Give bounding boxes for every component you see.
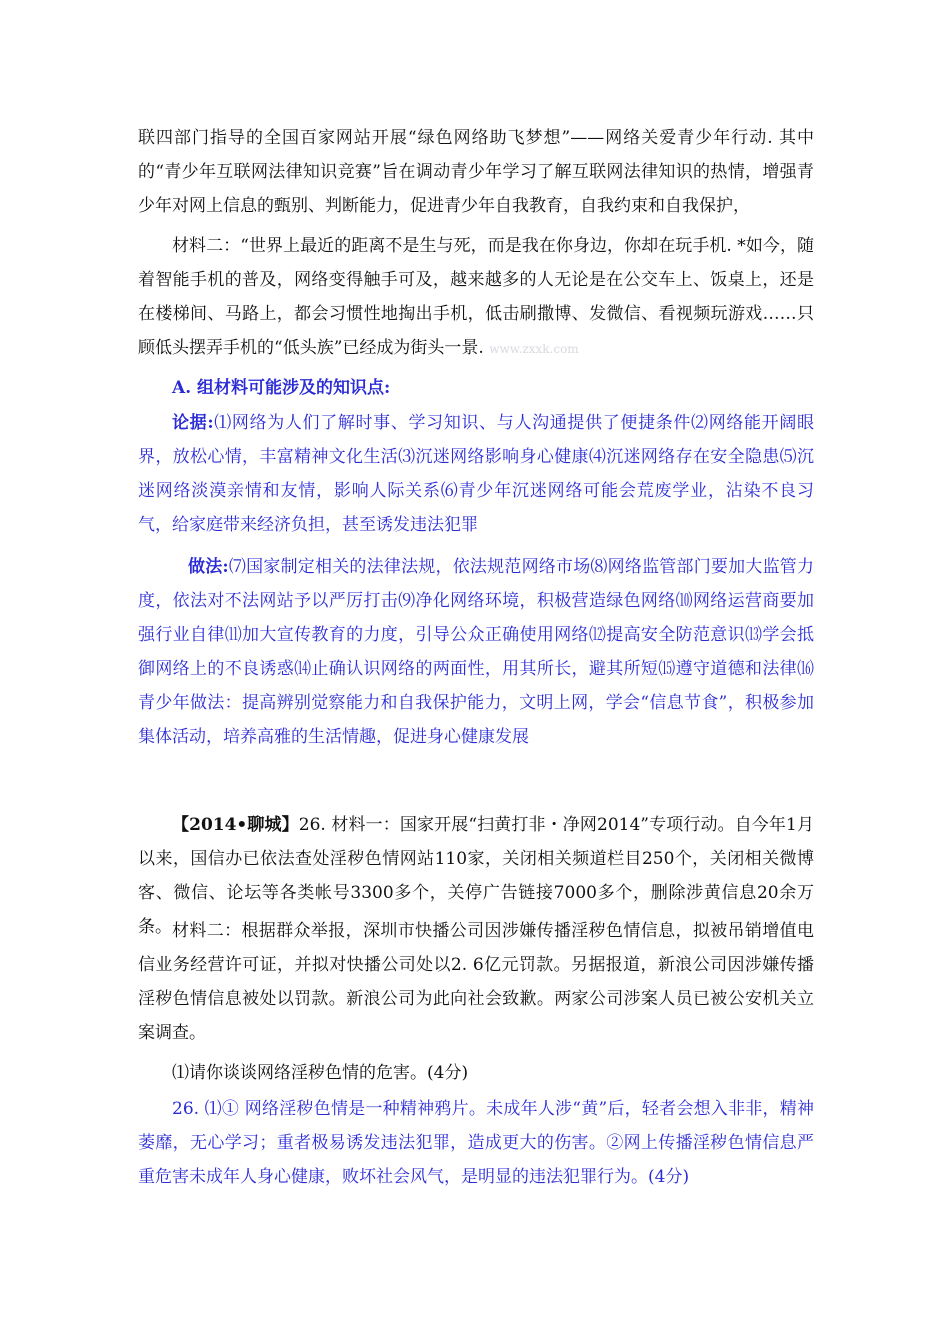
q26-question: ⑴请你谈谈网络淫秽色情的危害。(4分) bbox=[172, 1063, 469, 1083]
basis-paragraph bbox=[138, 406, 814, 542]
method-paragraph bbox=[138, 550, 814, 754]
watermark-text: www.zxxk.com bbox=[489, 342, 579, 356]
material1-continuation: 联四部门指导的全国百家网站开展“绿色网络助飞梦想”——网络关爱青少年行动. 其中的“青少年互联网法律知识竞赛”旨在调动青少年学习了解互联网法律知识的热情，增强青少年对网上信息的甄别、判断能力，促进青少年自我教育，自我约束和自我保护， bbox=[138, 128, 814, 216]
basis-text: ⑴网络为人们了解时事、学习知识、与人沟通提供了便捷条件⑵网络能开阔眼界，放松心情，丰富精神文化生活⑶沉迷网络影响身心健康⑷沉迷网络存在安全隐患⑸沉迷网络淡漠亲情和友情，影响人际关系⑹青少年沉迷网络可能会荒废学业，沾染不良习气，给家庭带来经济负担，甚至诱发违法犯罪 bbox=[138, 413, 814, 535]
q26-material2-paragraph: 材料二：根据群众举报，深圳市快播公司因涉嫌传播淫秽色情信息，拟被吊销增值电信业务经营许可证，并拟对快播公司处以2. 6亿元罚款。另据报道，新浪公司因涉嫌传播淫秽色情信息被处以罚款。新浪公司为此向社会致歉。两家公司涉案人员已被公安机关立案调查。 bbox=[138, 921, 814, 1043]
q26-answer: 26. ⑴① 网络淫秽色情是一种精神鸦片。未成年人涉“黄”后，轻者会想入非非，精神萎靡，无心学习；重者极易诱发违法犯罪，造成更大的伤害。②网上传播淫秽色情信息严重危害未成年人身心健康，败坏社会风气，是明显的违法犯罪行为。(4分) bbox=[138, 1099, 814, 1187]
material2-text: 材料二：“世界上最近的距离不是生与死，而是我在你身边，你却在玩手机. *如今，随着智能手机的普及，网络变得触手可及，越来越多的人无论是在公交车上、饭桌上，还是在楼梯间、马路上，都会习惯性地掏出手机，低击刷撒博、发微信、看视频玩游戏……只顾低头摆弄手机的“低头族”已经成为街头一景. bbox=[138, 236, 814, 358]
method-label: 做法: bbox=[188, 557, 229, 577]
knowledge-heading: A. 组材料可能涉及的知识点: bbox=[172, 378, 391, 398]
method-text: ⑺国家制定相关的法律法规，依法规范网络市场⑻网络监管部门要加大监管力度，依法对不法网站予以严厉打击⑼净化网络环境，积极营造绿色网络⑽网络运营商要加强行业自律⑾加大宣传教育的力度，引导公众正确使用网络⑿提高安全防范意识⒀学会抵御网络上的不良诱惑⒁止确认识网络的两面性，用其所长，避其所短⒂遵守道德和法律⒃青少年做法：提高辨别觉察能力和自我保护能力，文明上网，学会“信息节食”，积极参加集体活动，培养高雅的生活情趣，促进身心健康发展 bbox=[138, 557, 815, 747]
basis-label: 论据: bbox=[172, 413, 214, 433]
q26-source: 【2014•聊城】 bbox=[172, 815, 299, 835]
material2-paragraph bbox=[138, 229, 814, 366]
q26-material1-text: 26. 材料一：国家开展“扫黄打非・净网2014”专项行动。自今年1月以来，国信办已依法查处淫秽色情网站110家，关闭相关频道栏目250个，关闭相关微博客、微信、论坛等各类帐号3300多个，关停广告链接7000多个，删除涉黄信息20余万条。 bbox=[138, 815, 814, 937]
